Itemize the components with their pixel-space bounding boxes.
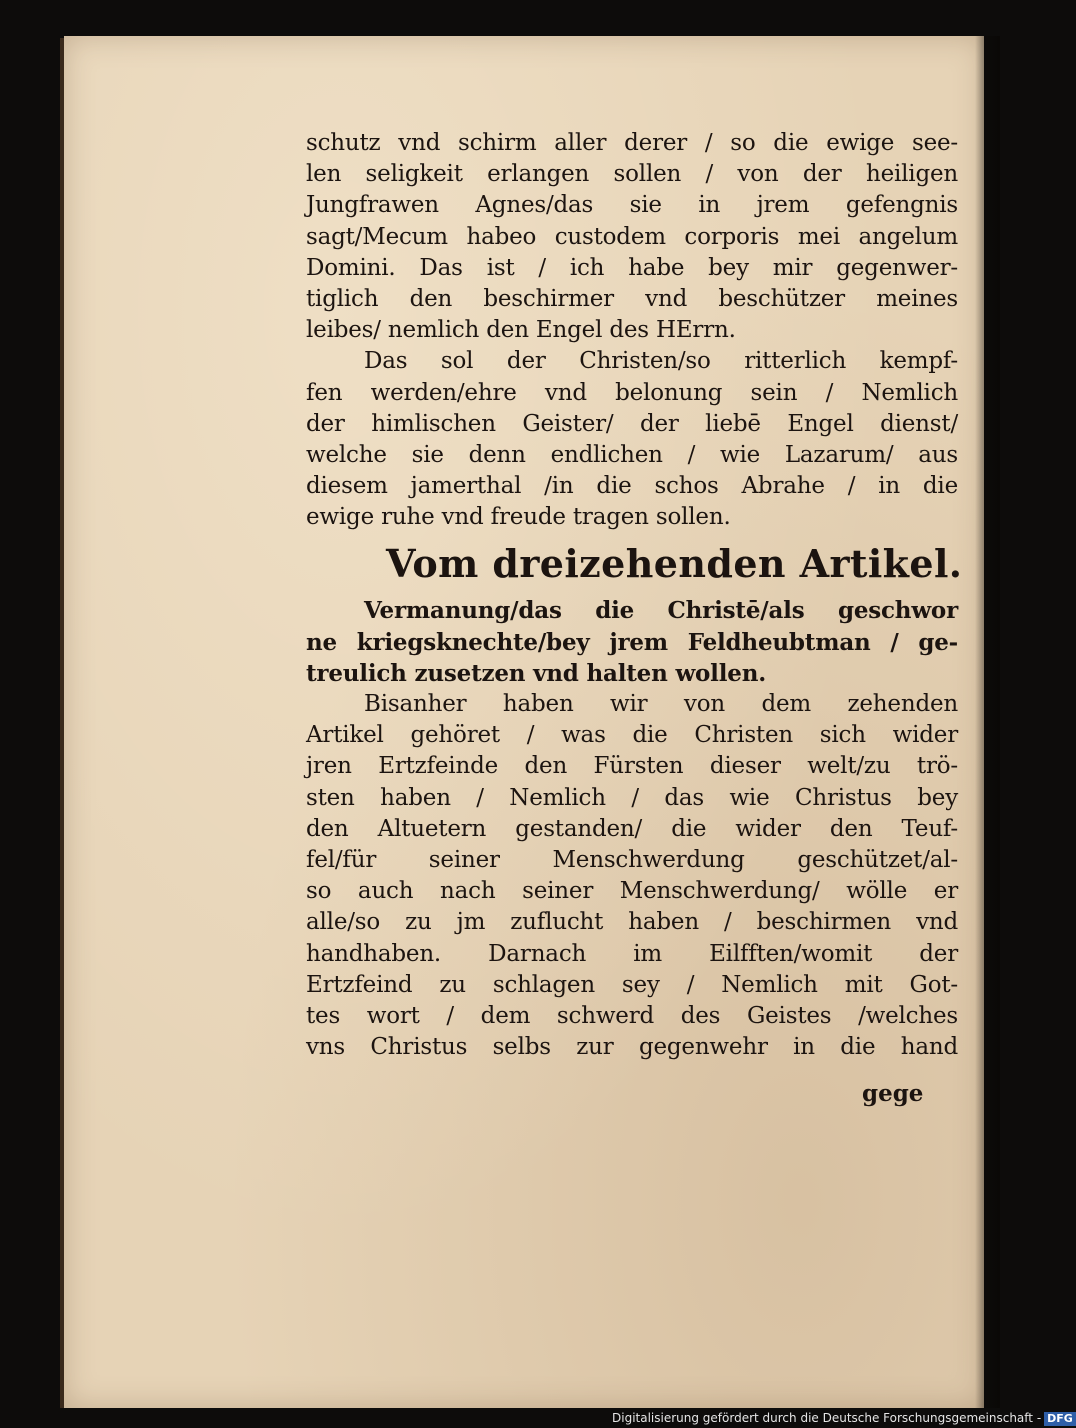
text-line: Ertzfeind zu schlagen sey / Nemlich mit Got-	[306, 971, 958, 998]
footer-credit	[612, 1410, 1076, 1426]
text-line: fel/für seiner Menschwerdung geschützet/al-	[306, 846, 958, 873]
text-line: fen werden/ehre vnd belonung sein / Nemlich	[306, 379, 958, 406]
text-line: jren Ertzfeinde den Fürsten dieser welt/zu trö-	[306, 753, 958, 780]
page-gutter-shadow	[975, 36, 1000, 1408]
text-line: Das sol der Christen/so ritterlich kempf-	[364, 348, 958, 375]
text-line: Artikel gehöret / was die Christen sich wider	[306, 722, 958, 749]
footer-text: Digitalisierung gefördert durch die Deutsche Forschungsgemeinschaft -	[612, 1411, 1042, 1425]
text-line: der himlischen Geister/ der liebē Engel dienst/	[306, 410, 958, 437]
text-line: handhaben. Darnach im Eilfften/womit der	[306, 940, 958, 967]
text-line: len seligkeit erlangen sollen / von der heiligen	[306, 161, 958, 188]
text-line: welche sie denn endlichen / wie Lazarum/ aus	[306, 441, 958, 468]
text-line: Bisanher haben wir von dem zehenden	[364, 691, 958, 717]
text-line: sagt/Mecum habeo custodem corporis mei angelum	[306, 223, 958, 250]
text-line: vns Christus selbs zur gegenwehr in die hand	[306, 1034, 958, 1061]
text-line: ewige ruhe vnd freude tragen sollen.	[306, 504, 731, 531]
dfg-logo: DFG	[1044, 1412, 1076, 1426]
text-line: schutz vnd schirm aller derer / so die ewige see-	[306, 130, 958, 156]
chapter-heading: Vom dreizehenden Artikel.	[386, 541, 963, 587]
text-line: leibes/ nemlich den Engel des HErrn.	[306, 317, 736, 344]
catchword: gege	[862, 1080, 924, 1107]
text-line: Domini. Das ist / ich habe bey mir gegenwer-	[306, 254, 958, 281]
text-line: so auch nach seiner Menschwerdung/ wölle er	[306, 878, 958, 905]
page-text	[306, 128, 963, 1063]
text-line: Jungfrawen Agnes/das sie in jrem gefengnis	[306, 192, 958, 219]
text-line: sten haben / Nemlich / das wie Christus bey	[306, 784, 958, 811]
text-line: Vermanung/das die Christē/als geschwor	[364, 597, 958, 625]
text-line: treulich zusetzen vnd halten wollen.	[306, 659, 767, 687]
text-line: diesem jamerthal /in die schos Abrahe / in die	[306, 473, 958, 500]
text-line: alle/so zu jm zuflucht haben / beschirmen vnd	[306, 909, 958, 936]
text-line: tes wort / dem schwerd des Geistes /welches	[306, 1002, 958, 1029]
text-line: ne kriegsknechte/bey jrem Feldheubtman / ge-	[306, 628, 958, 656]
text-line: den Altuetern gestanden/ die wider den Teuf-	[306, 815, 958, 842]
text-line: tiglich den beschirmer vnd beschützer meines	[306, 285, 958, 312]
